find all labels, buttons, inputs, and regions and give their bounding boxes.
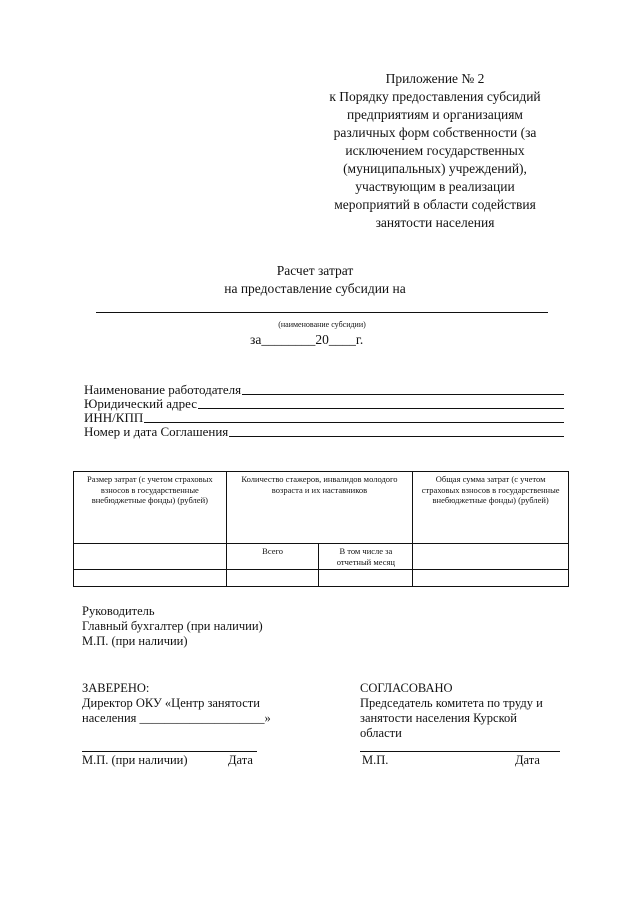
approved-line-2: занятости населения Курской [360,711,517,725]
certified-stamp: М.П. (при наличии) [82,753,188,767]
field-employer-name [84,383,564,397]
document-title [160,262,470,298]
table-row [74,570,569,587]
appendix-line: занятости населения [375,215,495,230]
subsidy-name-line [96,312,548,313]
field-label: Юридический адрес [84,396,198,411]
table-header-row [74,472,569,544]
table-cell [226,570,319,587]
field-inn-kpp [84,411,564,425]
signer-accountant: Главный бухгалтер (при наличии) [82,619,263,633]
certified-signature-line [82,751,257,752]
period-blank-1: ________ [261,332,316,347]
field-input-line [198,408,564,409]
certified-heading: ЗАВЕРЕНО: [82,681,150,695]
certified-line-2-suffix: » [264,711,271,725]
subheader-month: В том числе за отчетный месяц [319,544,413,570]
certified-line-1: Директор ОКУ «Центр занятости [82,696,260,710]
certified-line-2-prefix: населения [82,711,137,725]
appendix-line: различных форм собственности (за [333,125,537,140]
table-cell [74,570,227,587]
period-prefix: за [250,332,262,347]
approved-line-1: Председатель комитета по труду и [360,696,543,710]
appendix-line: к Порядку предоставления субсидий [329,89,541,104]
field-label: ИНН/КПП [84,410,144,425]
field-input-line [144,422,564,423]
period-line [250,332,390,348]
subsidy-name-caption: (наименование субсидии) [278,320,366,329]
approved-heading: СОГЛАСОВАНО [360,681,453,695]
appendix-line: (муниципальных) учреждений), [343,161,527,176]
appendix-line: мероприятий в области содействия [334,197,536,212]
table-subheader-row [74,544,569,570]
field-input-line [242,394,564,395]
period-year: 20 [315,332,329,347]
signer-stamp: М.П. (при наличии) [82,634,188,648]
certified-block [82,681,322,726]
approved-signature-line [360,751,560,752]
field-agreement [84,425,564,439]
table-cell [413,570,569,587]
field-label: Номер и дата Соглашения [84,424,229,439]
header-trainees-count: Количество стажеров, инвалидов молодого возраста и их наставников [226,472,413,544]
appendix-line: исключением государственных [345,143,525,158]
approved-block [360,681,570,741]
table-cell [413,544,569,570]
approved-date: Дата [515,753,540,767]
certified-line-2-blank: ____________________ [139,711,265,725]
employer-fields [84,383,564,439]
certified-date: Дата [228,753,253,767]
appendix-line: Приложение № 2 [385,71,485,86]
table-cell [74,544,227,570]
costs-table [73,471,569,587]
signer-head: Руководитель [82,604,155,618]
title-line-1: Расчет затрат [276,263,354,278]
period-suffix: г. [355,332,364,347]
appendix-header [305,70,565,232]
field-input-line [229,436,564,437]
period-blank-2: ____ [328,332,356,347]
field-legal-address [84,397,564,411]
header-total-cost: Общая сумма затрат (с учетом страховых взносов в государственные внебюджетные фонды) (рублей) [413,472,569,544]
certified-line-2 [82,711,322,726]
signers-block [82,604,263,649]
approved-stamp: М.П. [362,753,389,767]
table-cell [319,570,413,587]
appendix-line: участвующим в реализации [355,179,515,194]
subheader-total: Всего [226,544,319,570]
header-cost-size: Размер затрат (с учетом страховых взносов в государственные внебюджетные фонды) (рублей) [74,472,227,544]
title-line-2: на предоставление субсидии на [224,281,406,296]
field-label: Наименование работодателя [84,382,242,397]
approved-line-3: области [360,726,402,740]
appendix-line: предприятиям и организациям [347,107,523,122]
